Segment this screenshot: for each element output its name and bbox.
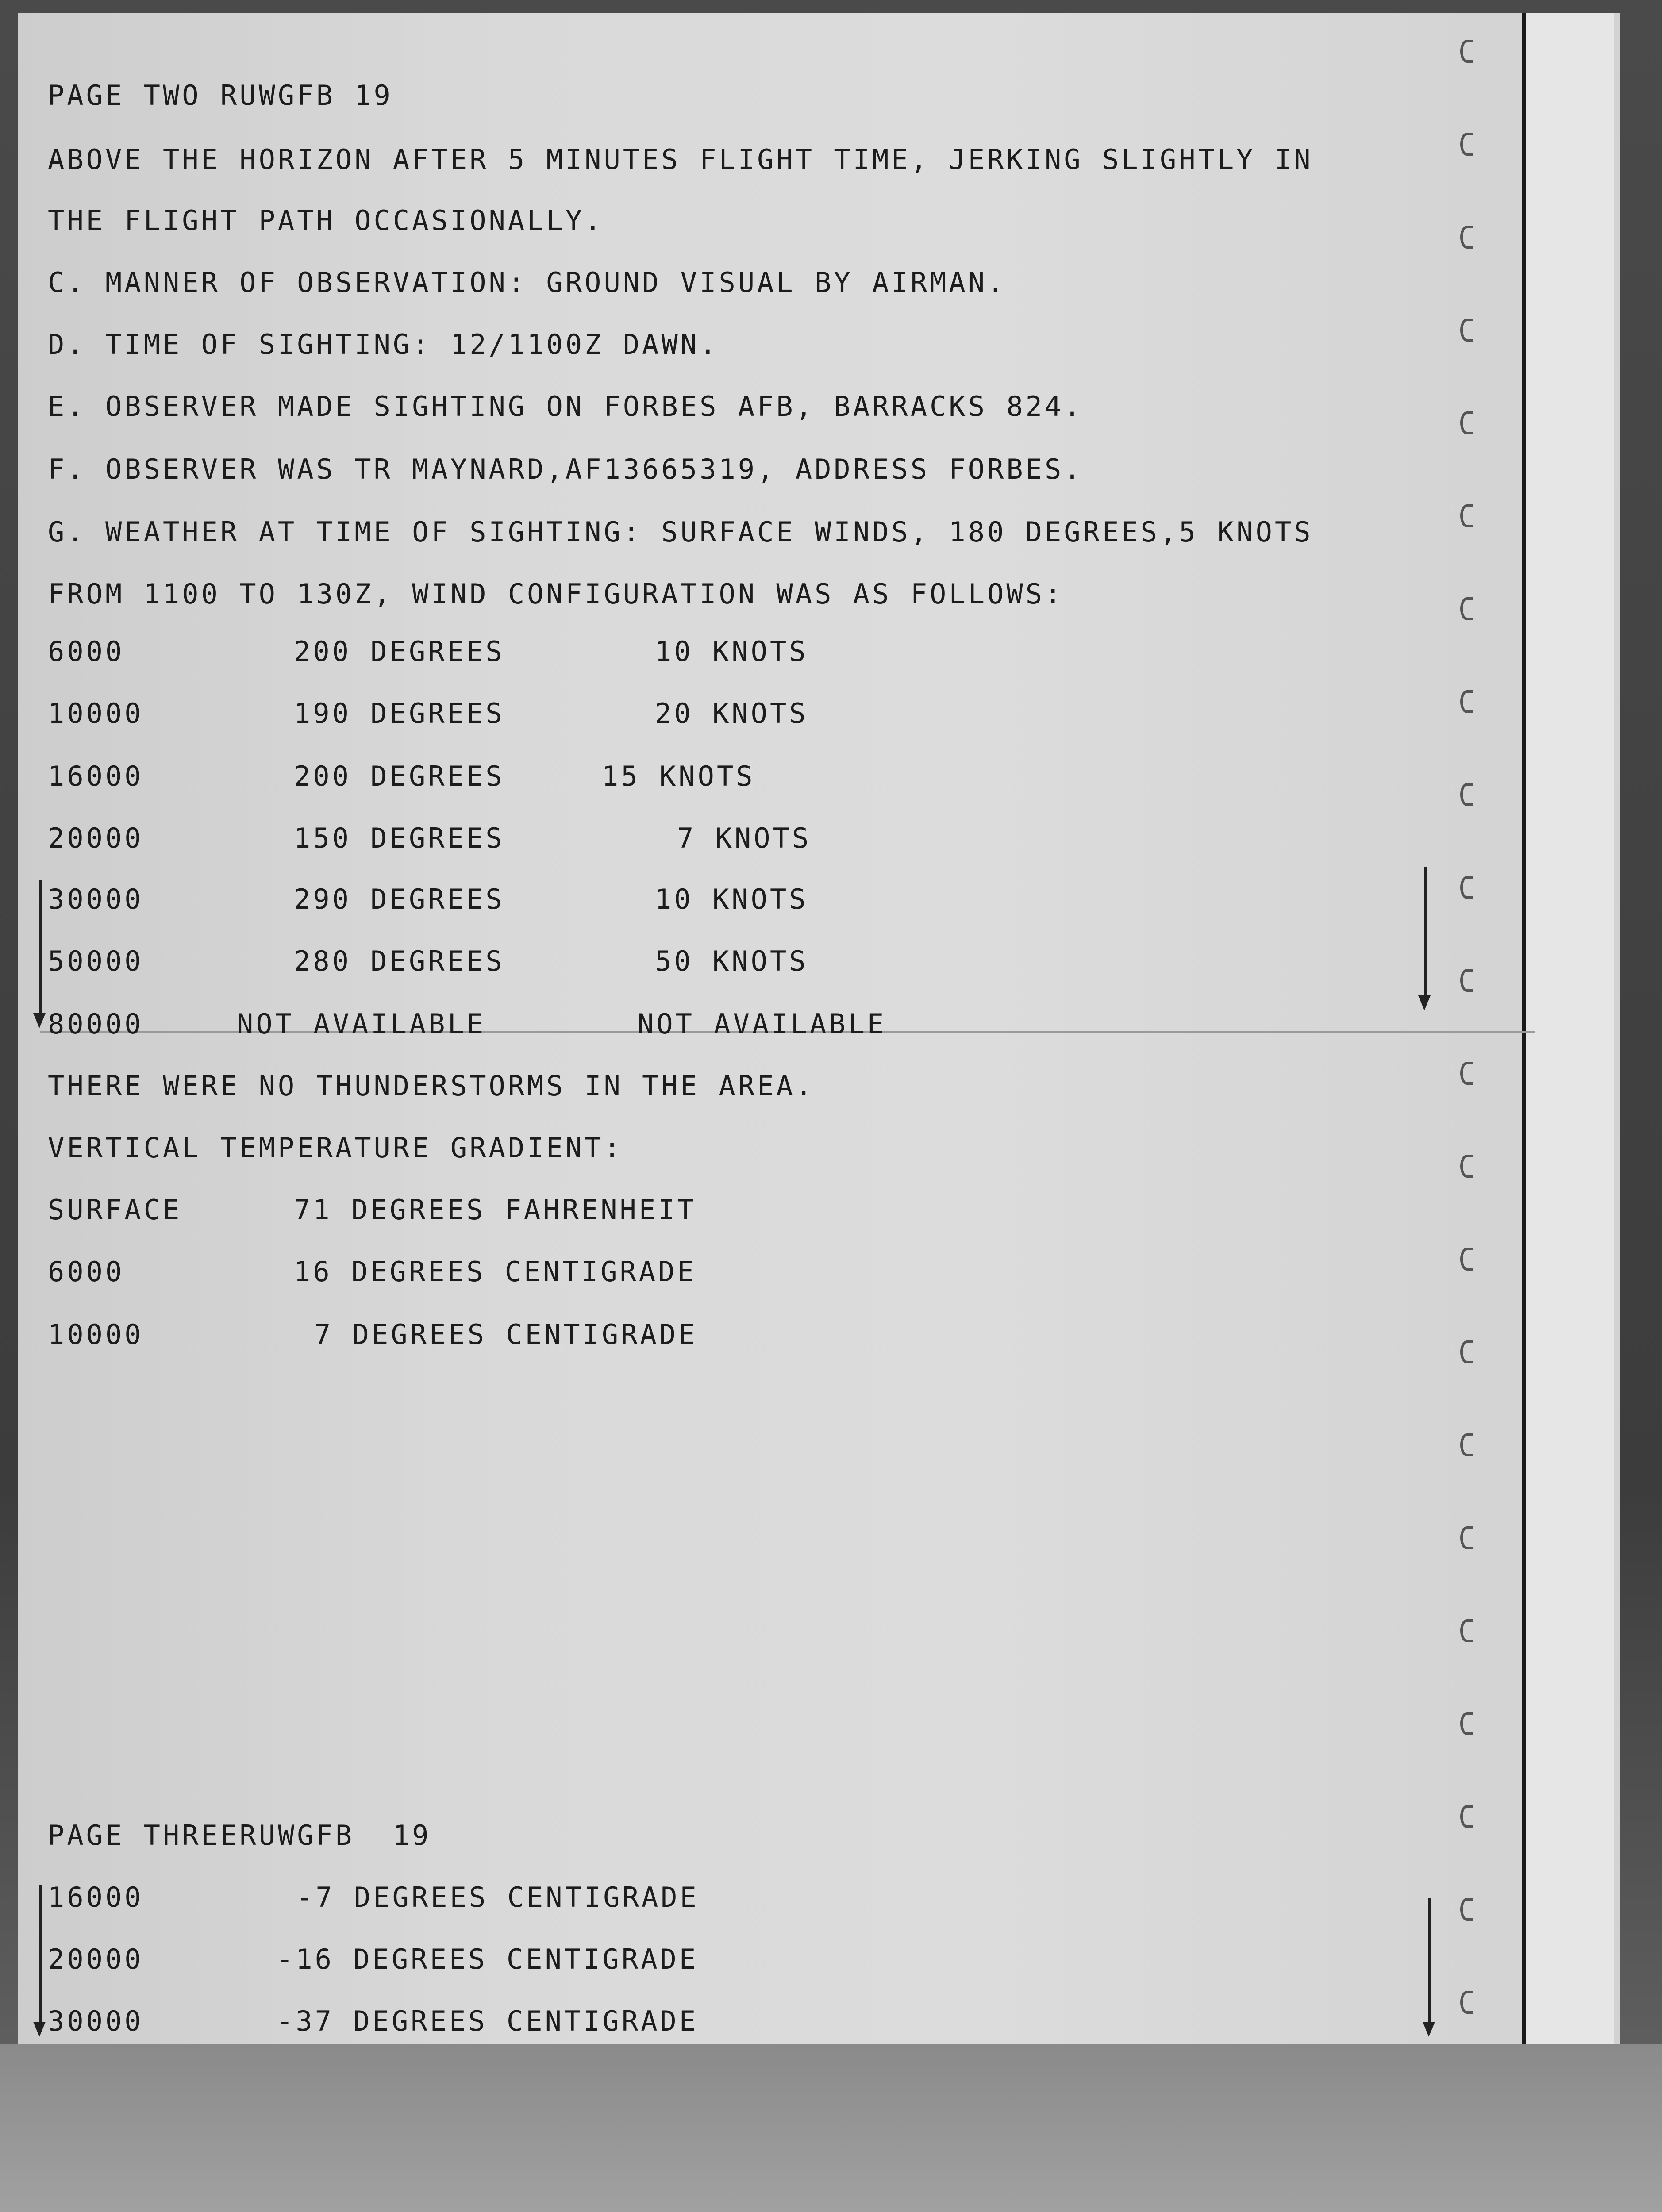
wind-direction: 200 DEGREES (294, 760, 505, 792)
feed-hole-icon (1460, 1526, 1473, 1549)
feed-hole-icon (1460, 1433, 1473, 1456)
wind-altitude: 10000 (48, 697, 144, 730)
feed-hole-icon (1460, 783, 1473, 806)
temp-value: -7 DEGREES CENTIGRADE (296, 1881, 699, 1913)
wind-speed: 15 KNOTS (602, 760, 755, 792)
body-line: G. WEATHER AT TIME OF SIGHTING: SURFACE WINDS, 180 DEGREES,5 KNOTS (48, 516, 1313, 548)
feed-hole-icon (1460, 411, 1473, 434)
wind-speed: NOT AVAILABLE (637, 1008, 887, 1040)
wind-speed: 50 KNOTS (655, 945, 808, 977)
wind-direction: 200 DEGREES (294, 635, 505, 668)
wind-direction: 280 DEGREES (294, 945, 505, 977)
margin-arrow-line (39, 880, 42, 1018)
wind-direction: NOT AVAILABLE (237, 1008, 486, 1040)
wind-direction: 290 DEGREES (294, 883, 505, 915)
margin-arrow-line (1424, 867, 1427, 1000)
feed-hole-icon (1460, 40, 1473, 63)
wind-speed: 10 KNOTS (655, 883, 808, 915)
feed-hole-icon (1460, 1248, 1473, 1271)
temp-altitude: 10000 (48, 1318, 144, 1351)
arrow-down-icon (33, 2022, 46, 2037)
feed-hole-icon (1460, 690, 1473, 713)
feed-hole-icon (1460, 1155, 1473, 1178)
feed-hole-icon (1460, 226, 1473, 249)
temp-altitude: SURFACE (48, 1194, 182, 1226)
temp-altitude: 20000 (48, 1943, 144, 1975)
wind-altitude: 30000 (48, 883, 144, 915)
feed-hole-icon (1460, 1712, 1473, 1735)
feed-hole-icon (1460, 504, 1473, 527)
temp-altitude: 16000 (48, 1881, 144, 1913)
feed-hole-icon (1460, 1619, 1473, 1642)
temp-value: 7 DEGREES CENTIGRADE (314, 1318, 698, 1351)
feed-hole-icon (1460, 597, 1473, 620)
feed-hole-icon (1460, 1340, 1473, 1363)
margin-arrow-line (1428, 1898, 1431, 2031)
body-line: D. TIME OF SIGHTING: 12/1100Z DAWN. (48, 328, 719, 361)
wind-direction: 150 DEGREES (294, 822, 505, 854)
photo-lower-area (0, 2044, 1662, 2212)
feed-hole-icon (1460, 319, 1473, 342)
arrow-down-icon (1423, 2022, 1435, 2037)
feed-hole-icon (1460, 133, 1473, 156)
temp-altitude: 6000 (48, 1256, 125, 1288)
temp-value: 16 DEGREES CENTIGRADE (294, 1256, 696, 1288)
margin-arrow-line (39, 1885, 42, 2026)
body-line: VERTICAL TEMPERATURE GRADIENT: (48, 1132, 623, 1164)
feed-hole-icon (1460, 1991, 1473, 2014)
wind-direction: 190 DEGREES (294, 697, 505, 730)
body-line: E. OBSERVER MADE SIGHTING ON FORBES AFB, BARRACKS 824. (48, 390, 1083, 422)
body-line: F. OBSERVER WAS TR MAYNARD,AF13665319, ADDRESS FORBES. (48, 453, 1083, 485)
body-line: FROM 1100 TO 130Z, WIND CONFIGURATION WAS AS FOLLOWS: (48, 578, 1064, 610)
temp-value: -16 DEGREES CENTIGRADE (277, 1943, 699, 1975)
feed-hole-icon (1460, 876, 1473, 899)
sprocket-strip (1522, 13, 1614, 2044)
feed-hole-icon (1460, 1062, 1473, 1085)
wind-speed: 7 KNOTS (677, 822, 812, 854)
temp-value: -37 DEGREES CENTIGRADE (277, 2005, 699, 2037)
feed-hole-icon (1460, 1898, 1473, 1921)
feed-hole-icon (1460, 1805, 1473, 1828)
wind-altitude: 50000 (48, 945, 144, 977)
wind-speed: 10 KNOTS (655, 635, 808, 668)
body-line: THERE WERE NO THUNDERSTORMS IN THE AREA. (48, 1070, 815, 1102)
wind-speed: 20 KNOTS (655, 697, 808, 730)
page-two-header: PAGE TWO RUWGFB 19 (48, 79, 393, 111)
wind-altitude: 20000 (48, 822, 144, 854)
wind-altitude: 16000 (48, 760, 144, 792)
feed-hole-icon (1460, 969, 1473, 992)
body-line: ABOVE THE HORIZON AFTER 5 MINUTES FLIGHT TIME, JERKING SLIGHTLY IN (48, 143, 1313, 176)
body-line: C. MANNER OF OBSERVATION: GROUND VISUAL BY AIRMAN. (48, 266, 1007, 299)
wind-altitude: 6000 (48, 635, 125, 668)
page-three-header: PAGE THREERUWGFB 19 (48, 1819, 431, 1851)
arrow-down-icon (1418, 995, 1431, 1010)
temp-altitude: 30000 (48, 2005, 144, 2037)
arrow-down-icon (33, 1013, 46, 1028)
body-line: THE FLIGHT PATH OCCASIONALLY. (48, 204, 604, 237)
wind-altitude: 80000 (48, 1008, 144, 1040)
temp-value: 71 DEGREES FAHRENHEIT (294, 1194, 696, 1226)
